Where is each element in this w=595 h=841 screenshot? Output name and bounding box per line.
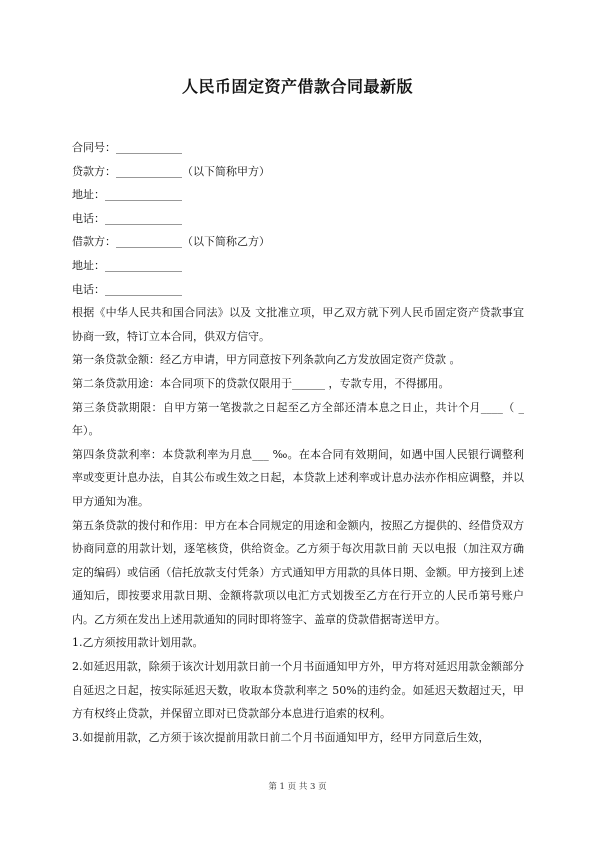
article-5-disbursement: 第五条贷款的拨付和作用：甲方在本合同规定的用途和金额内，按照乙方提供的、经借贷双方协商同意的用款计划，逐笔核贷，供给资金。乙方须于每次用款日前 天以电报（加注双方确定的编码）或信函（信托放款支付凭条）方式通知甲方用款的具体日期、金额。甲方接到上述通知后，即按要求用款日期、金额将款项以电汇方式划拨至乙方在行开立的人民币第号账户内。乙方须在发出上述用款通知的同时即将签字、盖章的贷款借据寄送甲方。 [72,518,524,626]
preamble-paragraph: 根据《中华人民共和国合同法》以及 文批准立项，甲乙双方就下列人民币固定资产贷款事宜协商一致，特订立本合同，供双方信守。 [72,306,524,343]
page-number-footer: 第 1 页 共 3 页 [268,782,327,792]
document-title: 人民币固定资产借款合同最新版 [181,77,413,96]
lender-field: 贷款方：____________（以下简称甲方） [72,164,270,178]
document-body [72,136,524,749]
borrower-field: 借款方：____________（以下简称乙方） [72,235,270,249]
lender-phone-field: 电话：______________ [72,211,182,225]
clause-1-use-plan: 1.乙方须按用款计划用款。 [72,636,204,650]
article-2-loan-purpose: 第二条贷款用途：本合同项下的贷款仅限用于______ ，专款专用，不得挪用。 [72,376,450,390]
clause-2-delayed-use: 2.如延迟用款，除须于该次计划用款日前一个月书面通知甲方外，甲方将对延迟用款金额部分自延迟之日起，按实际延迟天数，收取本贷款利率之 50%的违约金。如延迟天数超过天，甲方有权终止贷款，并保留立即对已贷款部分本息进行追索的权利。 [72,660,524,721]
article-1-loan-amount: 第一条贷款金额：经乙方申请，甲方同意按下列条款向乙方发放固定资产贷款 。 [72,353,461,367]
contract-number-field: 合同号：____________ [72,141,182,154]
lender-address-field: 地址：______________ [72,188,182,202]
article-4-interest-rate: 第四条贷款利率：本贷款利率为月息___ ‰。在本合同有效期间，如遇中国人民银行调整利率或变更计息办法，自其公布或生效之日起，本贷款上述利率或计息办法亦作相应调整，并以甲方通知为准。 [72,447,524,508]
borrower-address-field: 地址：______________ [72,258,182,272]
clause-3-early-use: 3.如提前用款，乙方须于该次提前用款日前二个月书面通知甲方，经甲方同意后生效， [72,730,490,744]
borrower-phone-field: 电话：______________ [72,282,182,296]
article-3-loan-term: 第三条贷款期限：自甲方第一笔拨款之日起至乙方全部还清本息之日止，共计个月____（ _年）。 [72,400,524,438]
